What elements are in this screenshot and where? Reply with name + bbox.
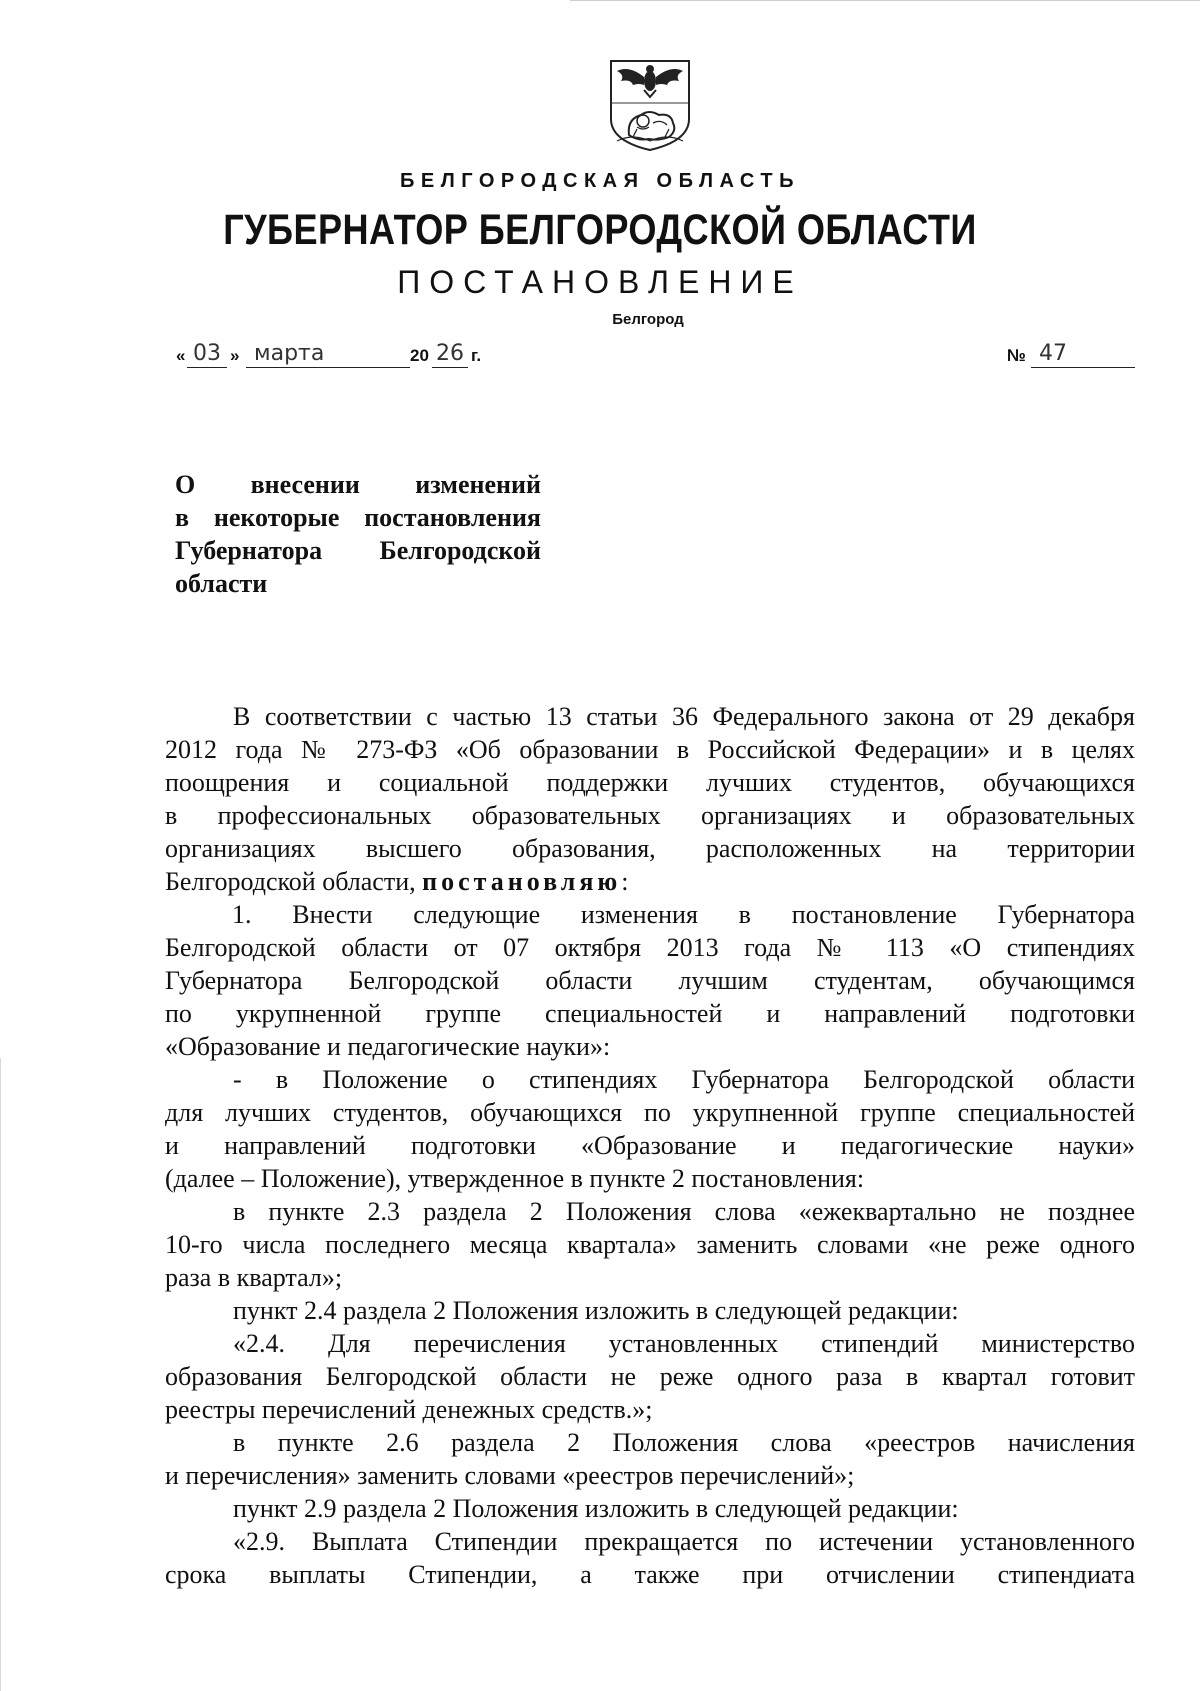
body-line: и направлений подготовки «Образование и педагогические науки» (165, 1131, 1135, 1160)
subject-line: Губернатора Белгородской (175, 536, 541, 565)
body-line: 2012 года № 273-ФЗ «Об образовании в Российской Федерации» и в целях (165, 735, 1135, 764)
number-value: 47 (1031, 341, 1135, 368)
body-line: поощрения и социальной поддержки лучших студентов, обучающихся (165, 768, 1135, 797)
body-line: «Образование и педагогические науки»: (165, 1032, 611, 1061)
body-line: «2.4. Для перечисления установленных стипендий министерство (233, 1329, 1135, 1358)
body-line-text: Белгородской области, (165, 867, 416, 896)
body-line: «2.9. Выплата Стипендии прекращается по истечении установленного (233, 1527, 1135, 1556)
subject-line: в некоторые постановления (175, 503, 541, 532)
body-line: - в Положение о стипендиях Губернатора Белгородской области (233, 1065, 1135, 1094)
body-line: пункт 2.9 раздела 2 Положения изложить в следующей редакции: (233, 1494, 959, 1523)
resolution-word: постановляю (422, 867, 622, 896)
scan-border-left (0, 1058, 1, 1691)
body-line: в пункте 2.6 раздела 2 Положения слова «реестров начисления (233, 1428, 1135, 1457)
body-line: организациях высшего образования, расположенных на территории (165, 834, 1135, 863)
body-line: раза в квартал»; (165, 1263, 343, 1292)
body-line: в профессиональных образовательных организациях и образовательных (165, 801, 1135, 830)
subject-line: О внесении изменений (175, 470, 541, 499)
document-body (165, 700, 1135, 1591)
body-line: Губернатора Белгородской области лучшим студентам, обучающимся (165, 966, 1135, 995)
body-line: реестры перечислений денежных средств.»; (165, 1395, 653, 1424)
body-line: и перечисления» заменить словами «реестров перечислений»; (165, 1461, 855, 1490)
number-sign: № (1007, 346, 1026, 365)
date-open-quote: « (176, 346, 186, 365)
date-year-prefix: 20 (410, 346, 429, 365)
date-month: марта (246, 341, 410, 368)
date-year-abbr: г. (471, 346, 482, 365)
date-year-suffix: 26 (432, 341, 468, 368)
date-day: 03 (187, 341, 227, 368)
body-line: по укрупненной группе специальностей и направлений подготовки (165, 999, 1135, 1028)
body-line: срока выплаты Стипендии, а также при отчислении стипендиата (165, 1560, 1135, 1589)
body-line: для лучших студентов, обучающихся по укрупненной группе специальностей (165, 1098, 1135, 1127)
body-line (165, 865, 1135, 898)
body-line: (далее – Положение), утвержденное в пункте 2 постановления: (165, 1164, 865, 1193)
date-close-quote: » (230, 346, 240, 365)
scan-border-top (570, 0, 1200, 1)
city-name: Белгород (612, 311, 684, 328)
issuer-title: ГУБЕРНАТОР БЕЛГОРОДСКОЙ ОБЛАСТИ (223, 206, 977, 254)
document-number (1007, 336, 1122, 372)
document-type: ПОСТАНОВЛЕНИЕ (397, 264, 803, 300)
subject-line: области (175, 569, 268, 598)
body-line-colon: : (621, 867, 629, 896)
region-name: БЕЛГОРОДСКАЯ ОБЛАСТЬ (400, 170, 800, 192)
document-subject (175, 468, 541, 600)
body-line: 10-го числа последнего месяца квартала» заменить словами «не реже одного (165, 1230, 1135, 1259)
belgorod-coat-of-arms-icon (607, 57, 693, 153)
body-line: 1. Внести следующие изменения в постановление Губернатора (232, 900, 1135, 929)
body-line: Белгородской области от 07 октября 2013 года № 113 «О стипендиях (165, 933, 1135, 962)
body-line: образования Белгородской области не реже одного раза в квартал готовит (165, 1362, 1135, 1391)
body-line: В соответствии с частью 13 статьи 36 Федерального закона от 29 декабря (233, 702, 1135, 731)
body-line: в пункте 2.3 раздела 2 Положения слова «ежеквартально не позднее (233, 1197, 1135, 1226)
body-line: пункт 2.4 раздела 2 Положения изложить в следующей редакции: (233, 1296, 959, 1325)
